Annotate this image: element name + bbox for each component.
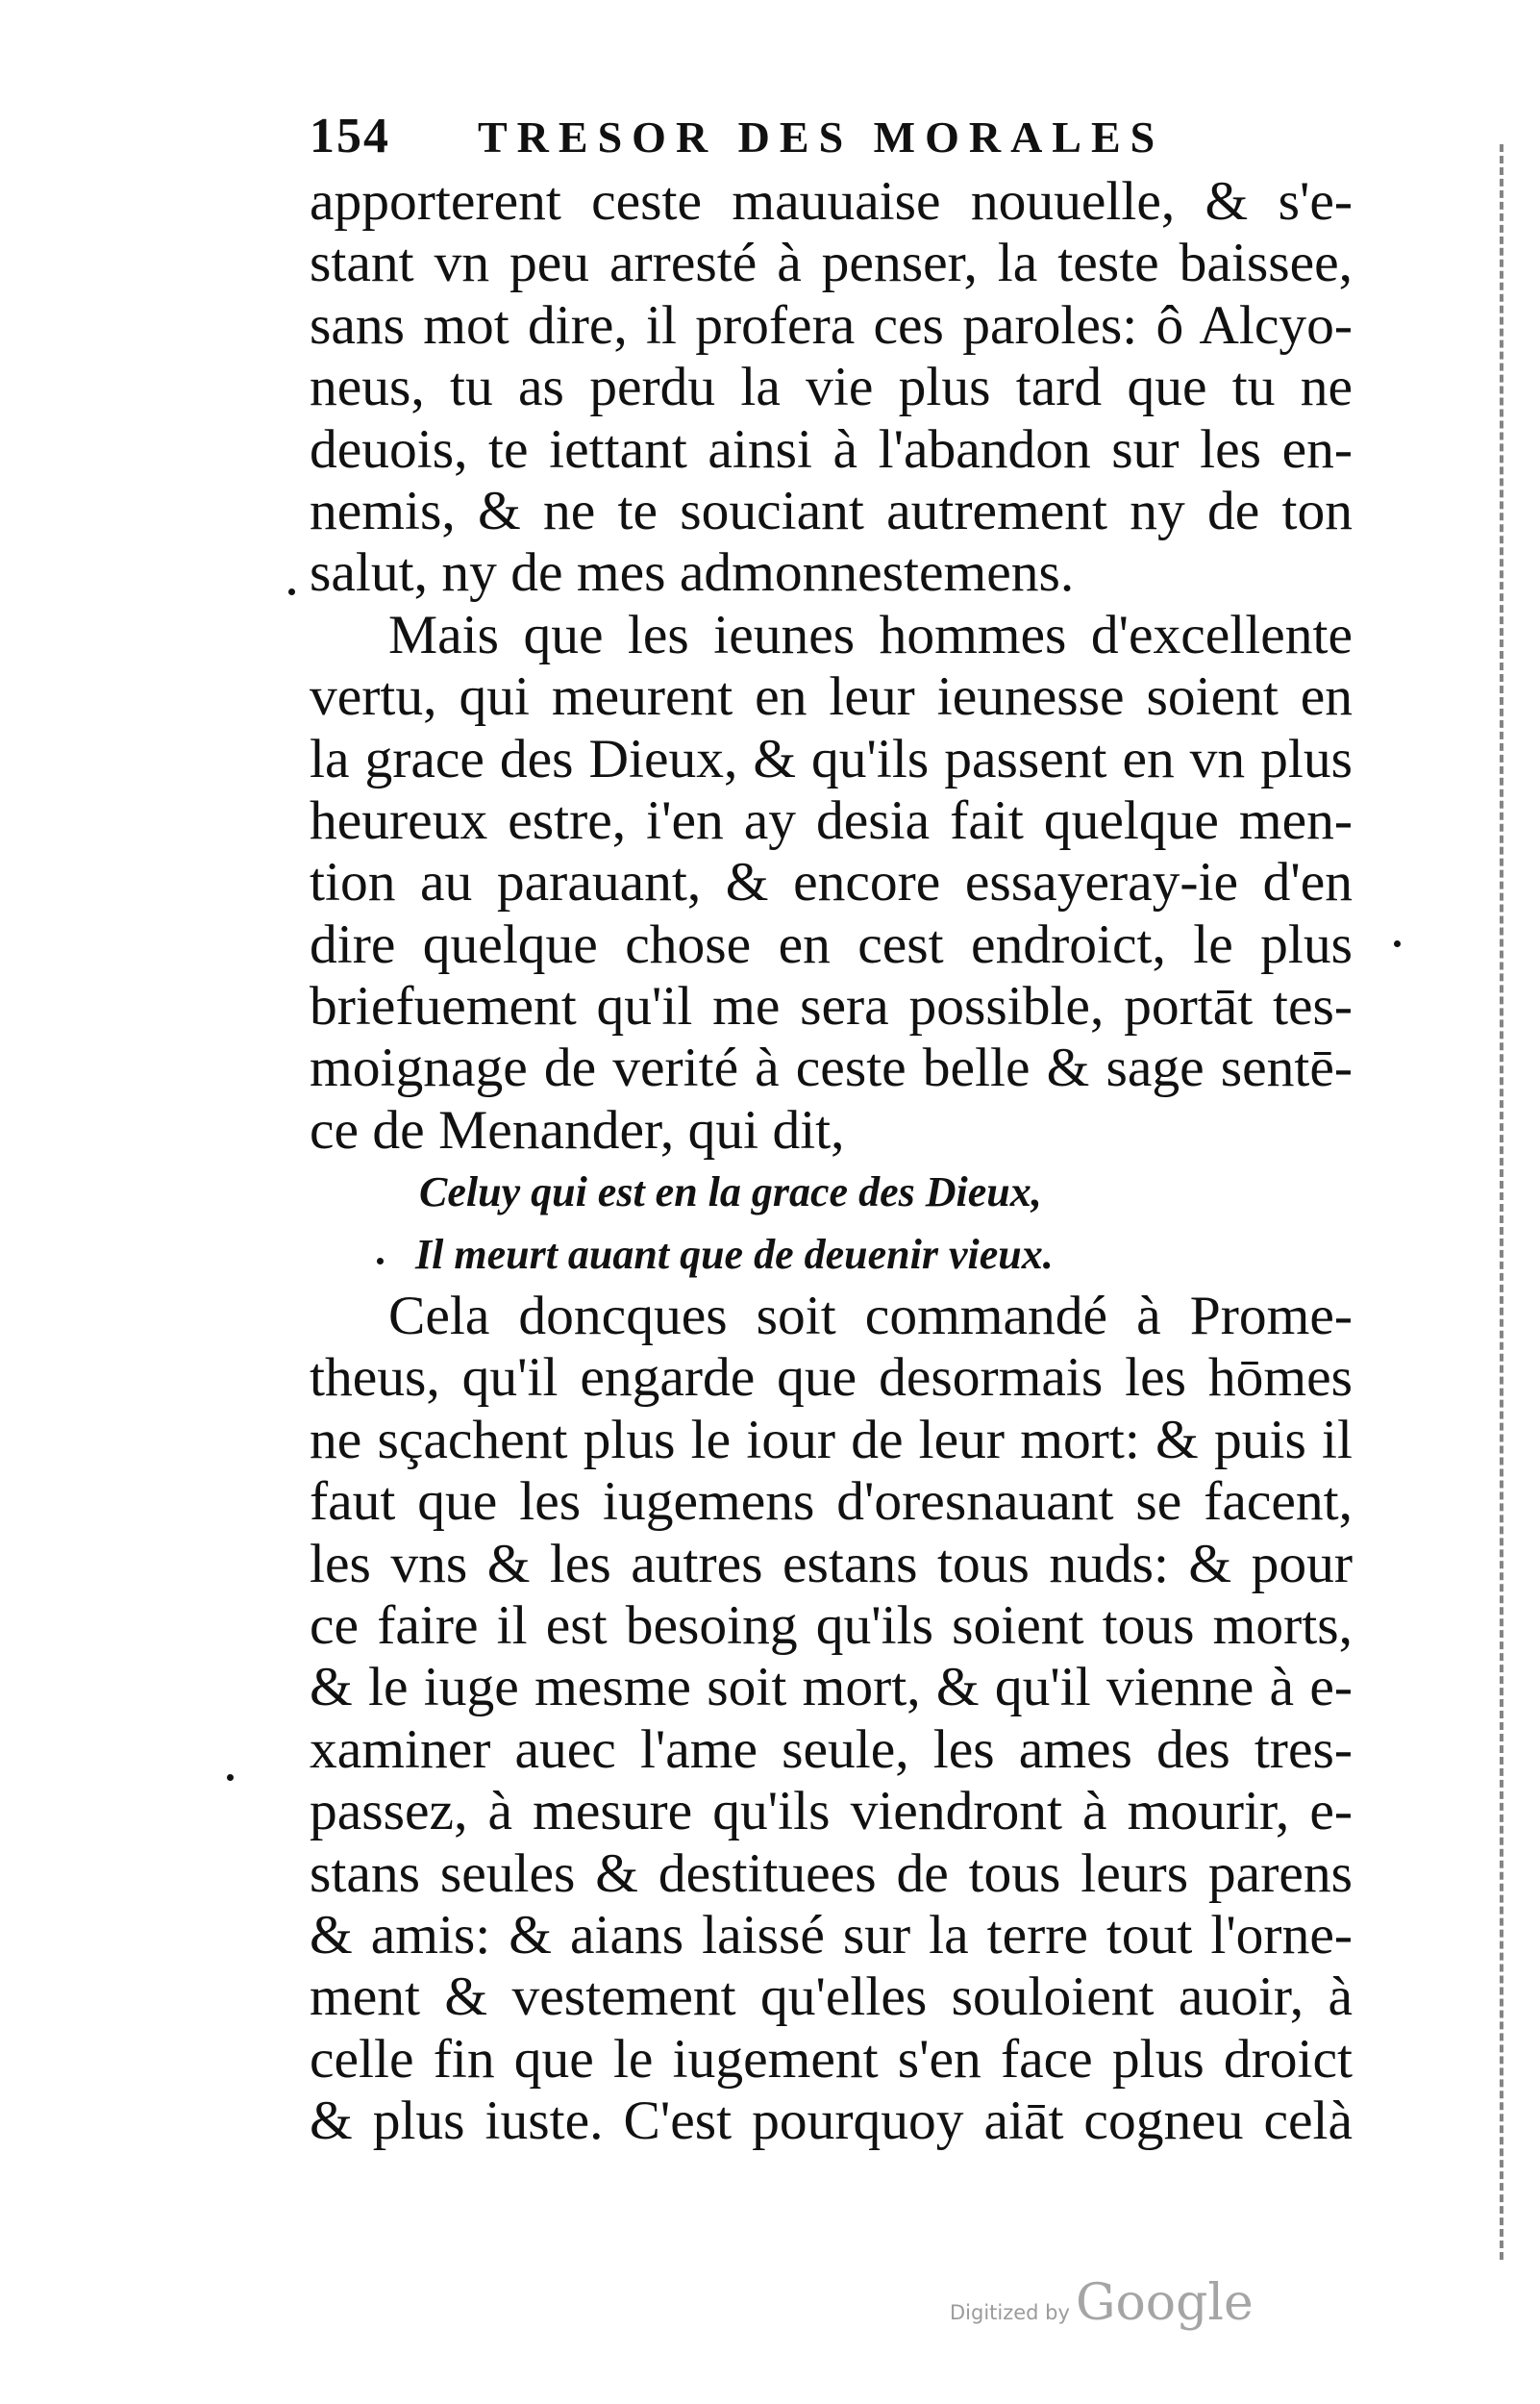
text-line: theus, qu'il engarde que desormais les hōmes	[310, 1347, 1353, 1409]
verse-line: Celuy qui est en la grace des Dieux,	[419, 1168, 1042, 1216]
text-line: ment & vestement qu'elles souloient auoir, à	[310, 1966, 1353, 2028]
paragraph-start-line: Mais que les ieunes hommes d'excellente	[388, 604, 1353, 665]
text-line: celle fin que le iugement s'en face plus droict	[310, 2028, 1353, 2090]
body-text	[310, 171, 1353, 2153]
ink-spot	[288, 588, 295, 595]
ink-spot	[1394, 940, 1401, 947]
text-line: stant vn peu arresté à penser, la teste baissee,	[310, 233, 1353, 294]
paragraph-start-line: Cela doncques soit commandé à Prome-	[388, 1286, 1353, 1347]
text-line: nemis, & ne te souciant autrement ny de ton	[310, 480, 1353, 541]
text-line: moignage de verité à ceste belle & sage sentē-	[310, 1038, 1353, 1099]
text-line: les vns & les autres estans tous nuds: & pour	[310, 1533, 1353, 1594]
text-line: deuois, te iettant ainsi à l'abandon sur les en-	[310, 418, 1353, 480]
text-line: ce de Menander, qui dit,	[310, 1099, 845, 1161]
digitized-by-google-watermark	[950, 2274, 1254, 2332]
text-line: faut que les iugemens d'oresnauant se facent,	[310, 1471, 1353, 1533]
text-line: vertu, qui meurent en leur ieunesse soient en	[310, 666, 1353, 728]
text-line: salut, ny de mes admonnestemens.	[310, 542, 1075, 604]
page-edge-shadow	[1500, 144, 1532, 2260]
running-title: TRESOR DES MORALES	[478, 113, 1165, 162]
ink-spot	[227, 1774, 234, 1781]
text-line: briefuement qu'il me sera possible, portāt tes-	[310, 976, 1353, 1038]
text-line: heureux estre, i'en ay desia fait quelque men-	[310, 789, 1353, 851]
verse-line: Il meurt auant que de deuenir vieux.	[415, 1230, 1054, 1278]
text-line: apporterent ceste mauuaise nouuelle, & s'e-	[310, 171, 1353, 232]
page-number: 154	[310, 109, 390, 163]
text-line: & le iuge mesme soit mort, & qu'il vienne à e-	[310, 1657, 1353, 1718]
text-line: ce faire il est besoing qu'ils soient tous morts,	[310, 1594, 1353, 1656]
text-line: ne sçachent plus le iour de leur mort: & puis il	[310, 1409, 1353, 1470]
text-line: tion au parauant, & encore essayeray-ie d'en	[310, 852, 1353, 914]
text-line: sans mot dire, il profera ces paroles: ô Alcyo-	[310, 294, 1353, 356]
text-line: & amis: & aians laissé sur la terre tout l'orne-	[310, 1904, 1353, 1966]
text-line: neus, tu as perdu la vie plus tard que tu ne	[310, 357, 1353, 418]
text-line: la grace des Dieux, & qu'ils passent en vn plus	[310, 728, 1353, 789]
digitized-label: Digitized by	[950, 2301, 1070, 2324]
text-line: passez, à mesure qu'ils viendront à mourir, e-	[310, 1781, 1353, 1842]
text-line: xaminer auec l'ame seule, les ames des tres-	[310, 1718, 1353, 1780]
page-header	[310, 108, 1353, 175]
text-line: dire quelque chose en cest endroict, le plus	[310, 914, 1353, 975]
google-logo: Google	[1075, 2274, 1254, 2332]
text-line: stans seules & destituees de tous leurs parens	[310, 1842, 1353, 1904]
ink-spot	[377, 1258, 384, 1265]
text-line: & plus iuste. C'est pourquoy aiāt cogneu celà	[310, 2091, 1353, 2152]
